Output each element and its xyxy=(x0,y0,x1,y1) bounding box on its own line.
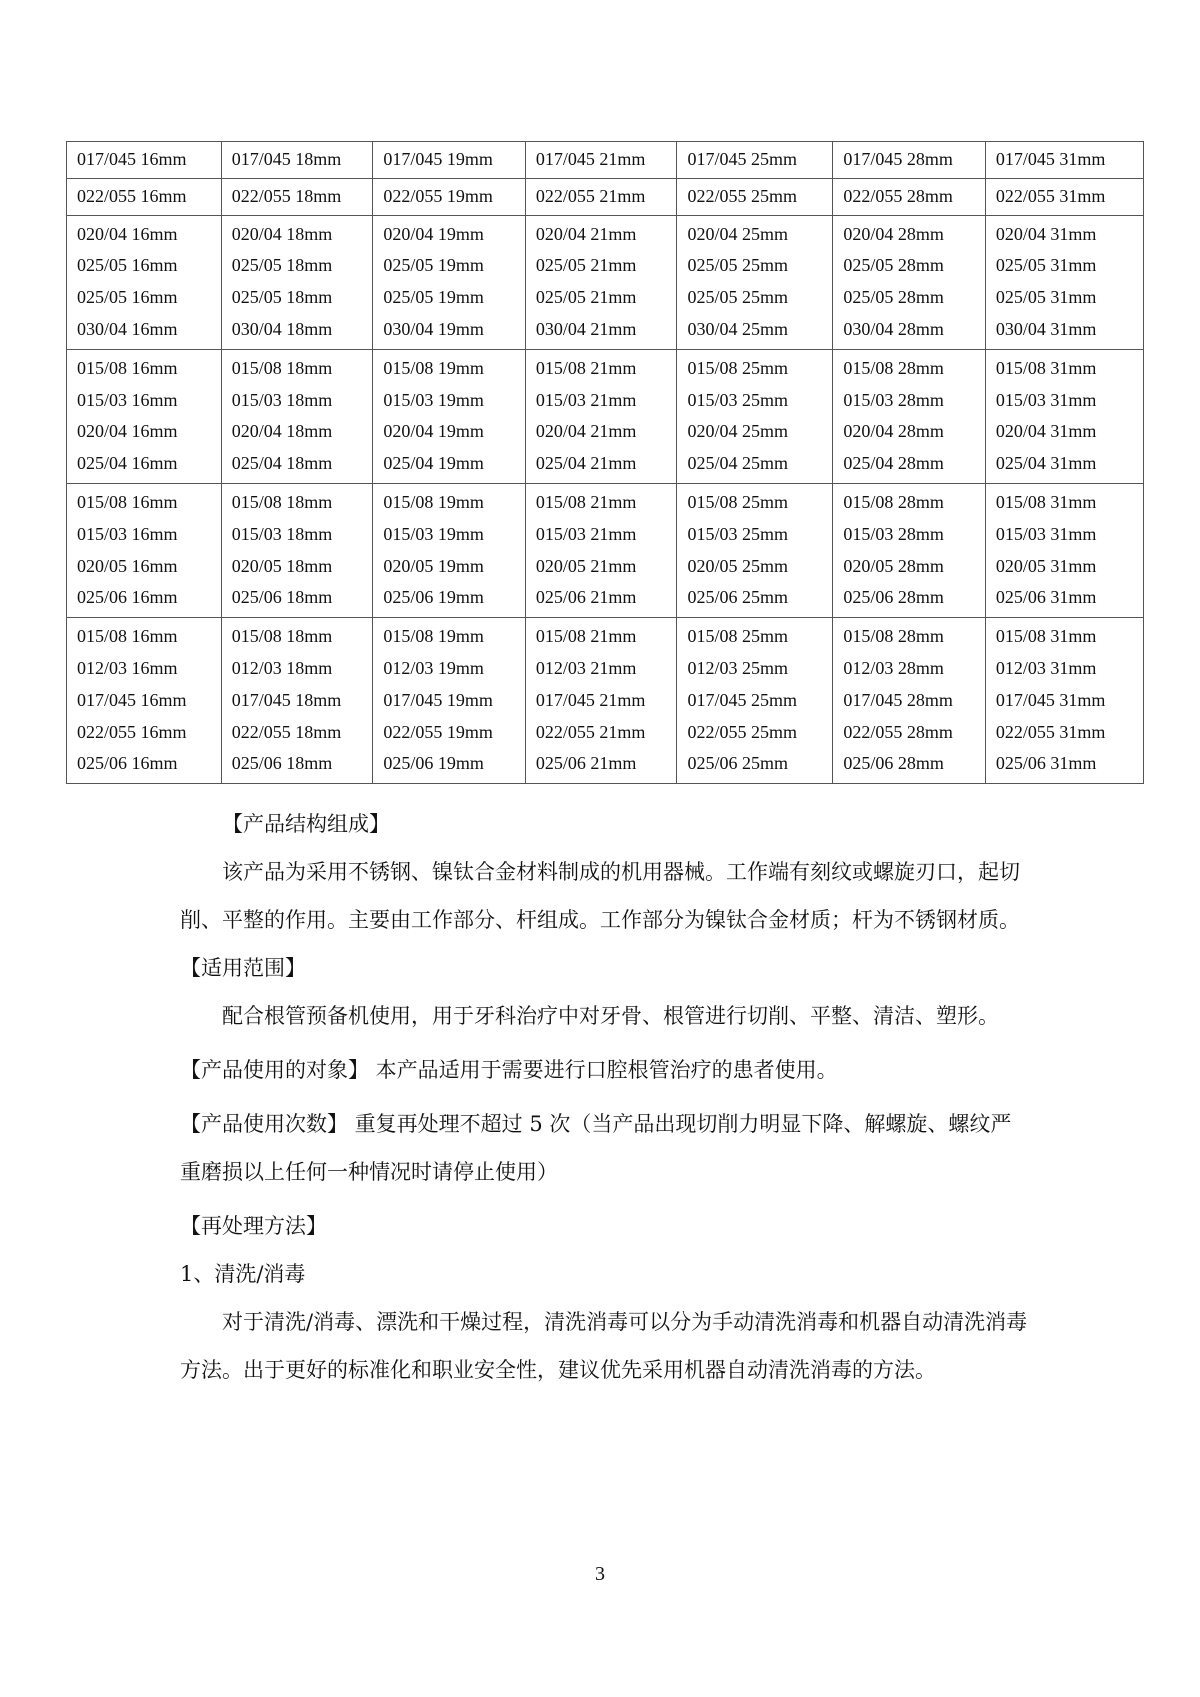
table-cell xyxy=(373,178,526,215)
cell-line: 020/04 19mm xyxy=(383,223,484,244)
table-cell xyxy=(373,215,526,349)
cell-line: 025/05 19mm xyxy=(383,255,484,276)
cell-line: 017/045 16mm xyxy=(77,689,187,710)
table-cell xyxy=(67,349,222,483)
table-cell xyxy=(677,142,833,179)
table-row xyxy=(67,142,1144,179)
clean-text: 对于清洗/消毒、漂洗和干燥过程，清洗消毒可以分为手动清洗消毒和机器自动清洗消毒方法。出于更好的标准化和职业安全性，建议优先采用机器自动清洗消毒的方法。 xyxy=(180,1310,1028,1382)
cell-line: 015/08 19mm xyxy=(383,491,484,512)
cell-line: 022/055 25mm xyxy=(687,721,797,742)
table-cell xyxy=(221,618,373,784)
table-cell xyxy=(833,215,986,349)
cell-line: 015/03 28mm xyxy=(843,389,944,410)
cell-line: 015/08 25mm xyxy=(687,626,788,647)
cell-line: 015/08 21mm xyxy=(535,357,637,378)
table-cell xyxy=(67,178,222,215)
cell-line: 015/03 25mm xyxy=(687,523,788,544)
cell-line: 025/06 21mm xyxy=(535,753,637,774)
cell-line: 012/03 19mm xyxy=(383,657,484,678)
table-cell xyxy=(221,178,373,215)
cell-line: 017/045 31mm xyxy=(995,689,1106,710)
table-cell xyxy=(525,178,677,215)
cell-line: 022/055 18mm xyxy=(231,721,342,742)
cell-line: 020/05 18mm xyxy=(231,555,333,576)
cell-line: 020/04 18mm xyxy=(231,421,333,442)
table-cell xyxy=(67,142,222,179)
target-text: 本产品适用于需要进行口腔根管治疗的患者使用。 xyxy=(369,1058,838,1082)
table-cell xyxy=(677,618,833,784)
cell-line: 015/03 16mm xyxy=(77,523,178,544)
cell-line: 015/08 25mm xyxy=(687,491,788,512)
cell-line: 017/045 28mm xyxy=(843,689,953,710)
cell-line: 025/05 18mm xyxy=(231,287,333,308)
cell-line: 025/05 25mm xyxy=(687,287,788,308)
cell-line: 025/06 19mm xyxy=(383,753,484,774)
target-heading: 【产品使用的对象】 xyxy=(180,1058,369,1082)
cell-line: 015/08 21mm xyxy=(535,491,637,512)
cell-line: 012/03 28mm xyxy=(843,657,944,678)
cell-line: 022/055 25mm xyxy=(687,185,797,206)
cell-line: 020/04 16mm xyxy=(77,223,178,244)
cell-line: 020/05 25mm xyxy=(687,555,788,576)
cell-line: 015/03 19mm xyxy=(383,523,484,544)
table-row xyxy=(67,618,1144,784)
cell-line: 020/04 28mm xyxy=(843,223,944,244)
cell-line: 022/055 21mm xyxy=(535,721,646,742)
cell-line: 025/06 18mm xyxy=(231,753,333,774)
cell-line: 025/06 21mm xyxy=(535,587,637,608)
cell-line: 025/05 28mm xyxy=(843,255,944,276)
cell-line: 015/03 21mm xyxy=(535,389,637,410)
table-cell xyxy=(985,142,1143,179)
table-cell xyxy=(373,618,526,784)
cell-line: 015/08 16mm xyxy=(77,491,178,512)
cell-line: 020/04 21mm xyxy=(535,421,637,442)
cell-line: 015/03 25mm xyxy=(687,389,788,410)
cell-line: 015/08 21mm xyxy=(535,626,637,647)
table-cell xyxy=(221,215,373,349)
table-cell xyxy=(221,483,373,617)
cell-line: 022/055 19mm xyxy=(383,721,493,742)
cell-line: 020/05 19mm xyxy=(383,555,484,576)
cell-line: 020/05 28mm xyxy=(843,555,944,576)
cell-line: 017/045 19mm xyxy=(383,689,493,710)
cell-line: 017/045 25mm xyxy=(687,689,797,710)
cell-line: 020/04 19mm xyxy=(383,421,484,442)
cell-line: 017/045 19mm xyxy=(383,149,493,169)
table-cell xyxy=(373,349,526,483)
spec-table-body xyxy=(67,142,1144,784)
cell-line: 025/05 31mm xyxy=(995,287,1097,308)
cell-line: 015/08 19mm xyxy=(383,626,484,647)
cell-line: 020/04 16mm xyxy=(77,421,178,442)
body-text xyxy=(180,800,1030,1394)
cell-line: 012/03 25mm xyxy=(687,657,788,678)
cell-line: 030/04 16mm xyxy=(77,318,178,339)
cell-line: 030/04 19mm xyxy=(383,318,484,339)
cell-line: 025/05 25mm xyxy=(687,255,788,276)
cell-line: 022/055 28mm xyxy=(843,185,953,206)
table-cell xyxy=(525,618,677,784)
cell-line: 020/04 28mm xyxy=(843,421,944,442)
table-cell xyxy=(833,349,986,483)
cell-line: 022/055 21mm xyxy=(535,185,646,206)
table-cell xyxy=(525,483,677,617)
cell-line: 015/08 18mm xyxy=(231,357,333,378)
cell-line: 015/08 28mm xyxy=(843,357,944,378)
cell-line: 022/055 16mm xyxy=(77,185,187,206)
table-cell xyxy=(833,483,986,617)
cell-line: 030/04 18mm xyxy=(231,318,333,339)
scope-heading: 【适用范围】 xyxy=(180,956,306,980)
scope-text: 配合根管预备机使用，用于牙科治疗中对牙骨、根管进行切削、平整、清洁、塑形。 xyxy=(222,1004,999,1028)
cell-line: 017/045 25mm xyxy=(687,149,797,169)
cell-line: 017/045 31mm xyxy=(995,149,1106,169)
table-cell xyxy=(985,618,1143,784)
times-paragraph xyxy=(180,1100,1030,1196)
cell-line: 022/055 16mm xyxy=(77,721,187,742)
cell-line: 017/045 28mm xyxy=(843,149,953,169)
cell-line: 012/03 31mm xyxy=(995,657,1097,678)
table-cell xyxy=(67,618,222,784)
cell-line: 015/08 18mm xyxy=(231,491,333,512)
cell-line: 025/04 25mm xyxy=(687,453,788,474)
table-cell xyxy=(985,215,1143,349)
table-cell xyxy=(677,215,833,349)
cell-line: 015/03 21mm xyxy=(535,523,637,544)
cell-line: 025/05 31mm xyxy=(995,255,1097,276)
table-cell xyxy=(677,178,833,215)
cell-line: 025/06 16mm xyxy=(77,753,178,774)
spec-table xyxy=(66,141,1144,784)
table-cell xyxy=(833,618,986,784)
cell-line: 012/03 18mm xyxy=(231,657,333,678)
cell-line: 030/04 28mm xyxy=(843,318,944,339)
cell-line: 025/04 18mm xyxy=(231,453,333,474)
reprocess-heading: 【再处理方法】 xyxy=(180,1214,327,1238)
cell-line: 015/08 16mm xyxy=(77,357,178,378)
cell-line: 025/06 18mm xyxy=(231,587,333,608)
cell-line: 015/08 28mm xyxy=(843,626,944,647)
table-cell xyxy=(221,142,373,179)
cell-line: 022/055 28mm xyxy=(843,721,953,742)
cell-line: 015/03 31mm xyxy=(995,523,1097,544)
cell-line: 012/03 16mm xyxy=(77,657,178,678)
cell-line: 020/05 16mm xyxy=(77,555,178,576)
cell-line: 015/08 31mm xyxy=(995,626,1097,647)
cell-line: 022/055 31mm xyxy=(995,721,1106,742)
cell-line: 015/08 19mm xyxy=(383,357,484,378)
cell-line: 015/08 18mm xyxy=(231,626,333,647)
table-row xyxy=(67,483,1144,617)
cell-line: 025/06 25mm xyxy=(687,753,788,774)
cell-line: 012/03 21mm xyxy=(535,657,637,678)
cell-line: 025/05 21mm xyxy=(535,287,637,308)
table-cell xyxy=(373,483,526,617)
cell-line: 020/04 25mm xyxy=(687,223,788,244)
table-cell xyxy=(833,178,986,215)
structure-text: 该产品为采用不锈钢、镍钛合金材料制成的机用器械。工作端有刻纹或螺旋刃口，起切削、平整的作用。主要由工作部分、杆组成。工作部分为镍钛合金材质；杆为不锈钢材质。 xyxy=(180,860,1020,932)
cell-line: 017/045 18mm xyxy=(231,149,342,169)
clean-heading: 1、清洗/消毒 xyxy=(180,1262,306,1286)
table-cell xyxy=(221,349,373,483)
cell-line: 015/08 16mm xyxy=(77,626,178,647)
cell-line: 025/04 16mm xyxy=(77,453,178,474)
cell-line: 017/045 21mm xyxy=(535,689,646,710)
cell-line: 025/06 31mm xyxy=(995,753,1097,774)
cell-line: 025/04 28mm xyxy=(843,453,944,474)
table-row xyxy=(67,215,1144,349)
table-cell xyxy=(525,215,677,349)
cell-line: 025/04 21mm xyxy=(535,453,637,474)
table-row xyxy=(67,349,1144,483)
cell-line: 025/06 16mm xyxy=(77,587,178,608)
cell-line: 020/05 21mm xyxy=(535,555,637,576)
table-cell xyxy=(985,483,1143,617)
cell-line: 015/03 28mm xyxy=(843,523,944,544)
table-cell xyxy=(525,349,677,483)
table-row xyxy=(67,178,1144,215)
cell-line: 025/05 18mm xyxy=(231,255,333,276)
table-cell xyxy=(525,142,677,179)
cell-line: 022/055 19mm xyxy=(383,185,493,206)
page-number: 3 xyxy=(595,1563,605,1585)
cell-line: 020/04 25mm xyxy=(687,421,788,442)
cell-line: 025/05 16mm xyxy=(77,287,178,308)
cell-line: 015/08 25mm xyxy=(687,357,788,378)
cell-line: 025/06 28mm xyxy=(843,587,944,608)
cell-line: 020/04 21mm xyxy=(535,223,637,244)
cell-line: 015/03 18mm xyxy=(231,523,333,544)
cell-line: 017/045 16mm xyxy=(77,149,187,169)
cell-line: 025/04 19mm xyxy=(383,453,484,474)
table-cell xyxy=(677,483,833,617)
cell-line: 022/055 31mm xyxy=(995,185,1106,206)
cell-line: 025/05 21mm xyxy=(535,255,637,276)
times-text: 重复再处理不超过 5 次（当产品出现切削力明显下降、解螺旋、螺纹严重磨损以上任何一种情况时请停止使用） xyxy=(180,1112,1012,1184)
cell-line: 025/05 16mm xyxy=(77,255,178,276)
cell-line: 015/03 18mm xyxy=(231,389,333,410)
table-cell xyxy=(67,215,222,349)
cell-line: 015/08 28mm xyxy=(843,491,944,512)
structure-heading: 【产品结构组成】 xyxy=(222,812,390,836)
table-cell xyxy=(373,142,526,179)
cell-line: 030/04 31mm xyxy=(995,318,1097,339)
cell-line: 015/08 31mm xyxy=(995,357,1097,378)
table-cell xyxy=(985,349,1143,483)
cell-line: 015/03 16mm xyxy=(77,389,178,410)
cell-line: 015/08 31mm xyxy=(995,491,1097,512)
cell-line: 020/04 18mm xyxy=(231,223,333,244)
cell-line: 025/06 31mm xyxy=(995,587,1097,608)
target-paragraph xyxy=(180,1046,1030,1094)
table-cell xyxy=(833,142,986,179)
cell-line: 025/05 19mm xyxy=(383,287,484,308)
cell-line: 030/04 21mm xyxy=(535,318,637,339)
cell-line: 015/03 31mm xyxy=(995,389,1097,410)
cell-line: 025/06 28mm xyxy=(843,753,944,774)
cell-line: 030/04 25mm xyxy=(687,318,788,339)
cell-line: 020/05 31mm xyxy=(995,555,1097,576)
cell-line: 025/06 19mm xyxy=(383,587,484,608)
cell-line: 020/04 31mm xyxy=(995,223,1097,244)
cell-line: 017/045 21mm xyxy=(535,149,646,169)
table-cell xyxy=(67,483,222,617)
cell-line: 015/03 19mm xyxy=(383,389,484,410)
cell-line: 025/06 25mm xyxy=(687,587,788,608)
cell-line: 025/04 31mm xyxy=(995,453,1097,474)
table-cell xyxy=(677,349,833,483)
cell-line: 017/045 18mm xyxy=(231,689,342,710)
table-cell xyxy=(985,178,1143,215)
cell-line: 020/04 31mm xyxy=(995,421,1097,442)
cell-line: 025/05 28mm xyxy=(843,287,944,308)
cell-line: 022/055 18mm xyxy=(231,185,342,206)
times-heading: 【产品使用次数】 xyxy=(180,1112,348,1136)
